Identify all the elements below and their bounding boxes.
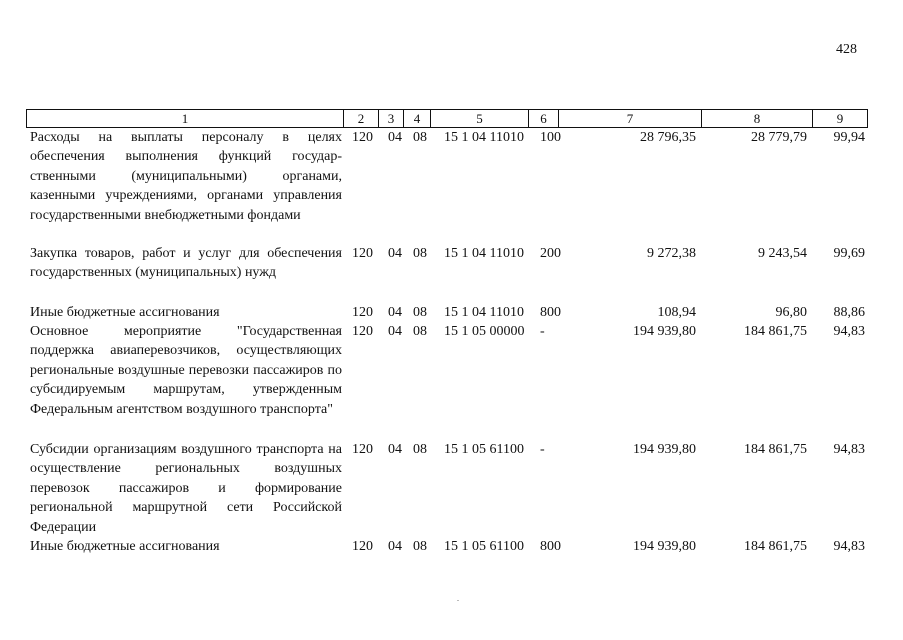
cell-percent: 94,83 xyxy=(833,539,865,554)
cell-admin-code: 120 xyxy=(352,130,373,145)
cell-subsection: 08 xyxy=(413,305,427,320)
cell-section: 04 xyxy=(388,130,402,145)
row-description: Иные бюджетные ассигнования xyxy=(30,305,220,320)
cell-admin-code: 120 xyxy=(352,305,373,320)
row-description: Расходы на выплаты персоналу в целях обеспечения выполнения функций государ-ственными (муниципальными) органами, казенными учреждениями, органами управления государственными внебюджетными фондами xyxy=(30,130,342,223)
cell-subsection: 08 xyxy=(413,324,427,339)
cell-target-article: 15 1 04 11010 xyxy=(444,305,524,320)
cell-subsection: 08 xyxy=(413,246,427,261)
page-number: 428 xyxy=(836,42,857,57)
header-cell: 8 xyxy=(702,110,813,128)
cell-planned: 108,94 xyxy=(657,305,696,320)
cell-admin-code: 120 xyxy=(352,246,373,261)
cell-admin-code: 120 xyxy=(352,442,373,457)
header-cell: 1 xyxy=(27,110,344,128)
cell-expense-type: - xyxy=(540,442,545,457)
cell-admin-code: 120 xyxy=(352,324,373,339)
cell-percent: 94,83 xyxy=(833,324,865,339)
cell-target-article: 15 1 04 11010 xyxy=(444,246,524,261)
cell-percent: 99,94 xyxy=(833,130,865,145)
cell-percent: 99,69 xyxy=(833,246,865,261)
header-cell: 3 xyxy=(379,110,404,128)
cell-planned: 9 272,38 xyxy=(647,246,696,261)
cell-expense-type: 800 xyxy=(540,305,561,320)
cell-expense-type: - xyxy=(540,324,545,339)
cell-section: 04 xyxy=(388,246,402,261)
header-row xyxy=(27,110,868,128)
cell-executed: 184 861,75 xyxy=(744,324,807,339)
cell-expense-type: 100 xyxy=(540,130,561,145)
column-number-header xyxy=(26,109,868,128)
cell-executed: 28 779,79 xyxy=(751,130,807,145)
cell-planned: 194 939,80 xyxy=(633,539,696,554)
header-cell: 5 xyxy=(431,110,529,128)
cell-section: 04 xyxy=(388,324,402,339)
cell-admin-code: 120 xyxy=(352,539,373,554)
cell-subsection: 08 xyxy=(413,130,427,145)
header-cell: 6 xyxy=(529,110,559,128)
cell-executed: 9 243,54 xyxy=(758,246,807,261)
cell-executed: 96,80 xyxy=(775,305,807,320)
cell-percent: 88,86 xyxy=(833,305,865,320)
scan-speck xyxy=(457,600,459,601)
cell-planned: 194 939,80 xyxy=(633,442,696,457)
row-description: Субсидии организациям воздушного транспорта на осуществление региональных воздушных перевозок пассажиров и формирование региональной маршрутной сети Российской Федерации xyxy=(30,442,342,535)
cell-executed: 184 861,75 xyxy=(744,539,807,554)
row-description: Иные бюджетные ассигнования xyxy=(30,539,220,554)
header-cell: 7 xyxy=(559,110,702,128)
header-cell: 9 xyxy=(813,110,868,128)
cell-expense-type: 200 xyxy=(540,246,561,261)
cell-expense-type: 800 xyxy=(540,539,561,554)
header-cell: 4 xyxy=(404,110,431,128)
cell-subsection: 08 xyxy=(413,539,427,554)
cell-planned: 194 939,80 xyxy=(633,324,696,339)
cell-section: 04 xyxy=(388,305,402,320)
cell-section: 04 xyxy=(388,442,402,457)
cell-target-article: 15 1 05 61100 xyxy=(444,539,524,554)
cell-section: 04 xyxy=(388,539,402,554)
row-description: Основное мероприятие "Государственная поддержка авиаперевозчиков, осуществляющих региональные воздушные перевозки пассажиров по субсидируемым маршрутам, утвержденным Федеральным агентством воздушного транспорта" xyxy=(30,324,342,417)
cell-percent: 94,83 xyxy=(833,442,865,457)
cell-target-article: 15 1 05 00000 xyxy=(444,324,525,339)
cell-target-article: 15 1 04 11010 xyxy=(444,130,524,145)
header-cell: 2 xyxy=(344,110,379,128)
cell-executed: 184 861,75 xyxy=(744,442,807,457)
cell-planned: 28 796,35 xyxy=(640,130,696,145)
row-description: Закупка товаров, работ и услуг для обеспечения государственных (муниципальных) нужд xyxy=(30,246,342,281)
cell-subsection: 08 xyxy=(413,442,427,457)
cell-target-article: 15 1 05 61100 xyxy=(444,442,524,457)
